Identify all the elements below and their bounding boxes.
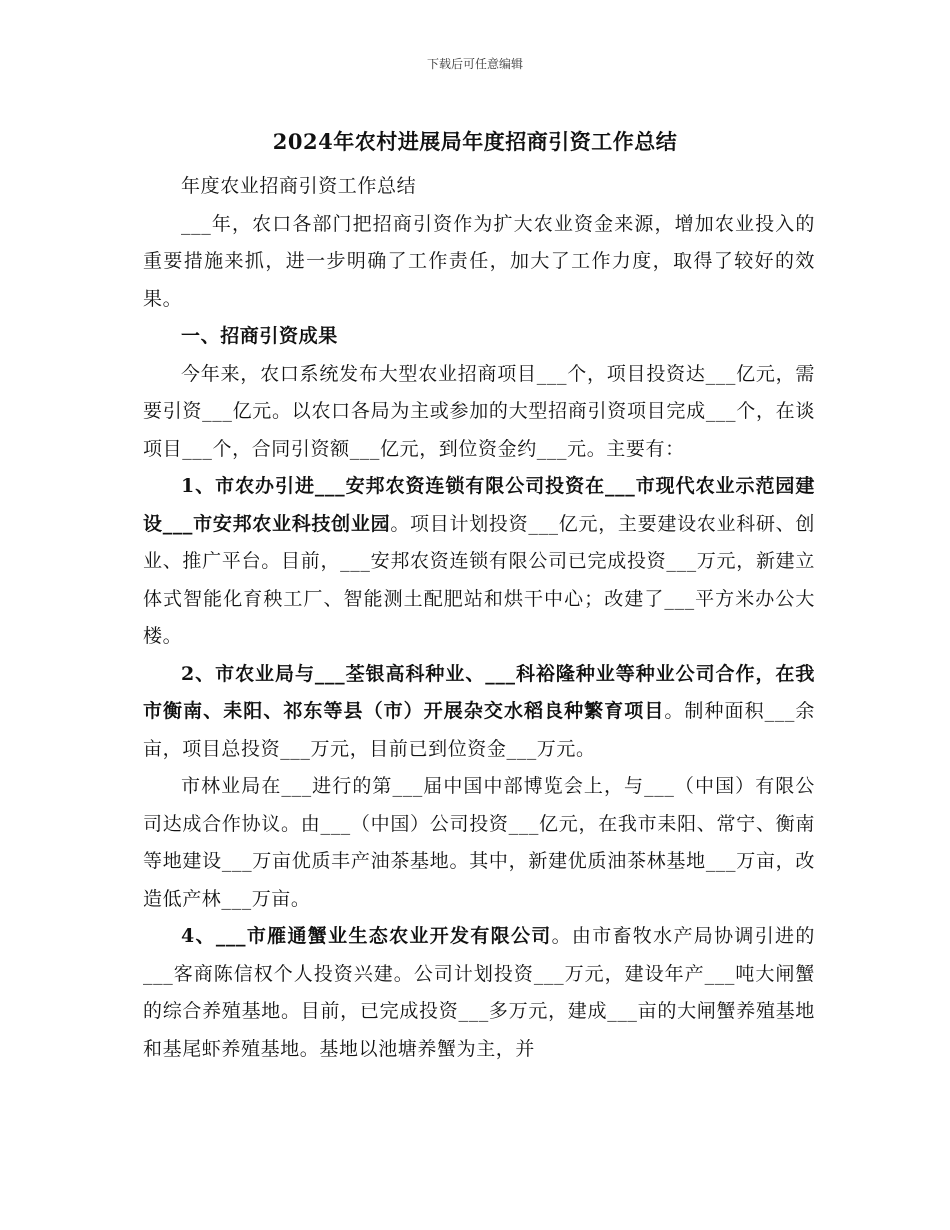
- item-3-paragraph: 市林业局在___进行的第___届中国中部博览会上，与___（中国）有限公司达成合作协议。由___（中国）公司投资___亿元，在我市耒阳、常宁、衡南等地建设___万亩优质丰产油茶基地。其中，新建优质油茶林基地___万亩，改造低产林___万亩。: [143, 775, 815, 910]
- item-2-title: 2、市农业局与___荃银高科种业、___科裕隆种业等种业公司合作，在我市衡南、耒阳、祁东等县（市）开展杂交水稻良种繁育项目: [143, 662, 815, 722]
- document-subtitle: 年度农业招商引资工作总结: [181, 175, 417, 197]
- item-4-paragraph: [143, 918, 815, 1068]
- item-2-paragraph: [143, 656, 815, 769]
- page-header-note: 下载后可任意编辑: [426, 57, 523, 71]
- section-heading: 一、招商引资成果: [181, 325, 338, 347]
- item-1-paragraph: [143, 468, 815, 656]
- item-1-text: 。项目计划投资___亿元，主要建设农业科研、创业、推广平台。目前，___安邦农资连锁有限公司已完成投资___万元，新建立体式智能化育秧工厂、智能测土配肥站和烘干中心；改建了___平方米办公大楼。: [143, 512, 815, 647]
- document-title: 2024年农村进展局年度招商引资工作总结: [272, 129, 678, 154]
- item-2-text: 。制种面积___余亩，项目总投资___万元，目前已到位资金___万元。: [143, 700, 815, 760]
- item-1-title: 1、市农办引进___安邦农资连锁有限公司投资在___市现代农业示范园建设___市安邦农业科技创业园: [143, 475, 815, 535]
- item-4-text: 。由市畜牧水产局协调引进的___客商陈信权个人投资兴建。公司计划投资___万元，建设年产___吨大闸蟹的综合养殖基地。目前，已完成投资___多万元，建成___亩的大闸蟹养殖基地和基尾虾养殖基地。基地以池塘养蟹为主，并: [143, 925, 815, 1060]
- item-4-title: 4、___市雁通蟹业生态农业开发有限公司: [181, 925, 552, 947]
- intro-paragraph: ___年，农口各部门把招商引资作为扩大农业资金来源，增加农业投入的重要措施来抓，进一步明确了工作责任，加大了工作力度，取得了较好的效果。: [143, 212, 815, 310]
- document-body: [143, 168, 815, 1068]
- summary-paragraph: 今年来，农口系统发布大型农业招商项目___个，项目投资达___亿元，需要引资___亿元。以农口各局为主或参加的大型招商引资项目完成___个，在谈项目___个，合同引资额___亿元，到位资金约___元。主要有：: [143, 362, 815, 460]
